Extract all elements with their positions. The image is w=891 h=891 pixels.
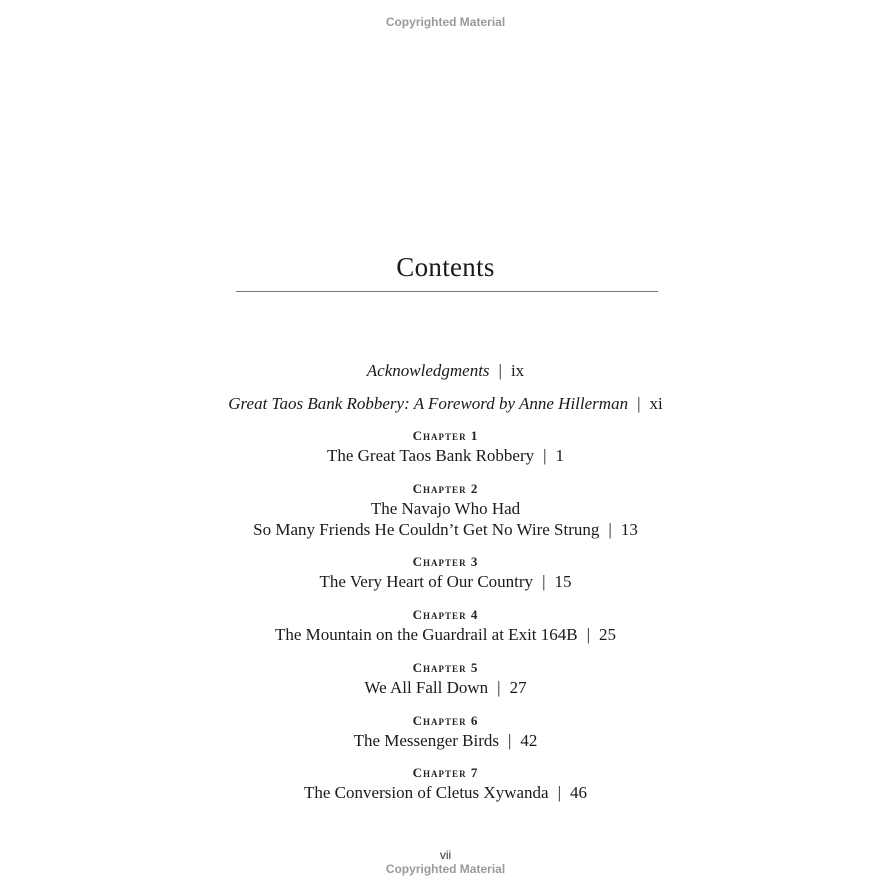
toc-entry-foreword[interactable] (0, 393, 891, 414)
chapter-label-7: Chapter 7 (412, 765, 479, 780)
toc-entry-title: The Mountain on the Guardrail at Exit 164B (274, 625, 578, 644)
toc-separator: | (542, 572, 546, 591)
toc-entry-title: The Messenger Birds (353, 731, 499, 750)
toc-entry-chapter-2[interactable] (0, 519, 891, 540)
toc-entry-page: 1 (555, 446, 565, 465)
toc-entry-title: So Many Friends He Couldn’t Get No Wire Strung (253, 520, 600, 539)
toc-entry-title: The Great Taos Bank Robbery (326, 446, 535, 465)
toc-separator: | (637, 394, 641, 413)
toc-entry-title-line1: The Navajo Who Had (370, 499, 521, 518)
toc-entry-chapter-2-line1[interactable] (0, 498, 891, 519)
toc-entry-chapter-1[interactable] (0, 445, 891, 466)
toc-entry-chapter-7[interactable] (0, 782, 891, 803)
copyright-watermark-top: Copyrighted Material (385, 15, 506, 29)
toc-separator: | (498, 361, 502, 380)
toc-separator: | (508, 731, 512, 750)
toc-entry-title: The Very Heart of Our Country (319, 572, 534, 591)
toc-entry-title: We All Fall Down (364, 678, 489, 697)
toc-separator: | (557, 783, 561, 802)
toc-entry-page: 42 (520, 731, 538, 750)
chapter-label-3: Chapter 3 (412, 554, 479, 569)
chapter-label-1: Chapter 1 (412, 428, 479, 443)
toc-entry-page: 46 (569, 783, 587, 802)
toc-entry-acknowledgments[interactable] (0, 360, 891, 381)
chapter-label-6: Chapter 6 (412, 713, 479, 728)
toc-entry-chapter-3[interactable] (0, 571, 891, 592)
toc-separator: | (543, 446, 547, 465)
toc-entry-title: The Conversion of Cletus Xywanda (304, 783, 549, 802)
page-title: Contents (396, 252, 495, 282)
chapter-label-5: Chapter 5 (412, 660, 479, 675)
toc-entry-title: Great Taos Bank Robbery: A Foreword by Anne Hillerman (228, 394, 629, 413)
chapter-label-4: Chapter 4 (412, 607, 479, 622)
chapter-label-2: Chapter 2 (412, 481, 479, 496)
title-rule (236, 291, 658, 292)
toc-separator: | (586, 625, 591, 644)
page-number: vii (439, 848, 452, 862)
toc-entry-chapter-4[interactable] (0, 624, 891, 645)
toc-entry-chapter-6[interactable] (0, 730, 891, 751)
copyright-watermark-bottom: Copyrighted Material (385, 862, 506, 876)
toc-separator: | (497, 678, 501, 697)
toc-entry-page: 13 (620, 520, 638, 539)
toc-entry-page: xi (649, 394, 663, 413)
toc-entry-page: 25 (599, 625, 617, 644)
toc-entry-page: ix (510, 361, 525, 380)
toc-separator: | (608, 520, 612, 539)
toc-entry-chapter-5[interactable] (0, 677, 891, 698)
toc-entry-page: 27 (509, 678, 527, 697)
toc-entry-title: Acknowledgments (366, 361, 490, 380)
toc-entry-page: 15 (554, 572, 572, 591)
